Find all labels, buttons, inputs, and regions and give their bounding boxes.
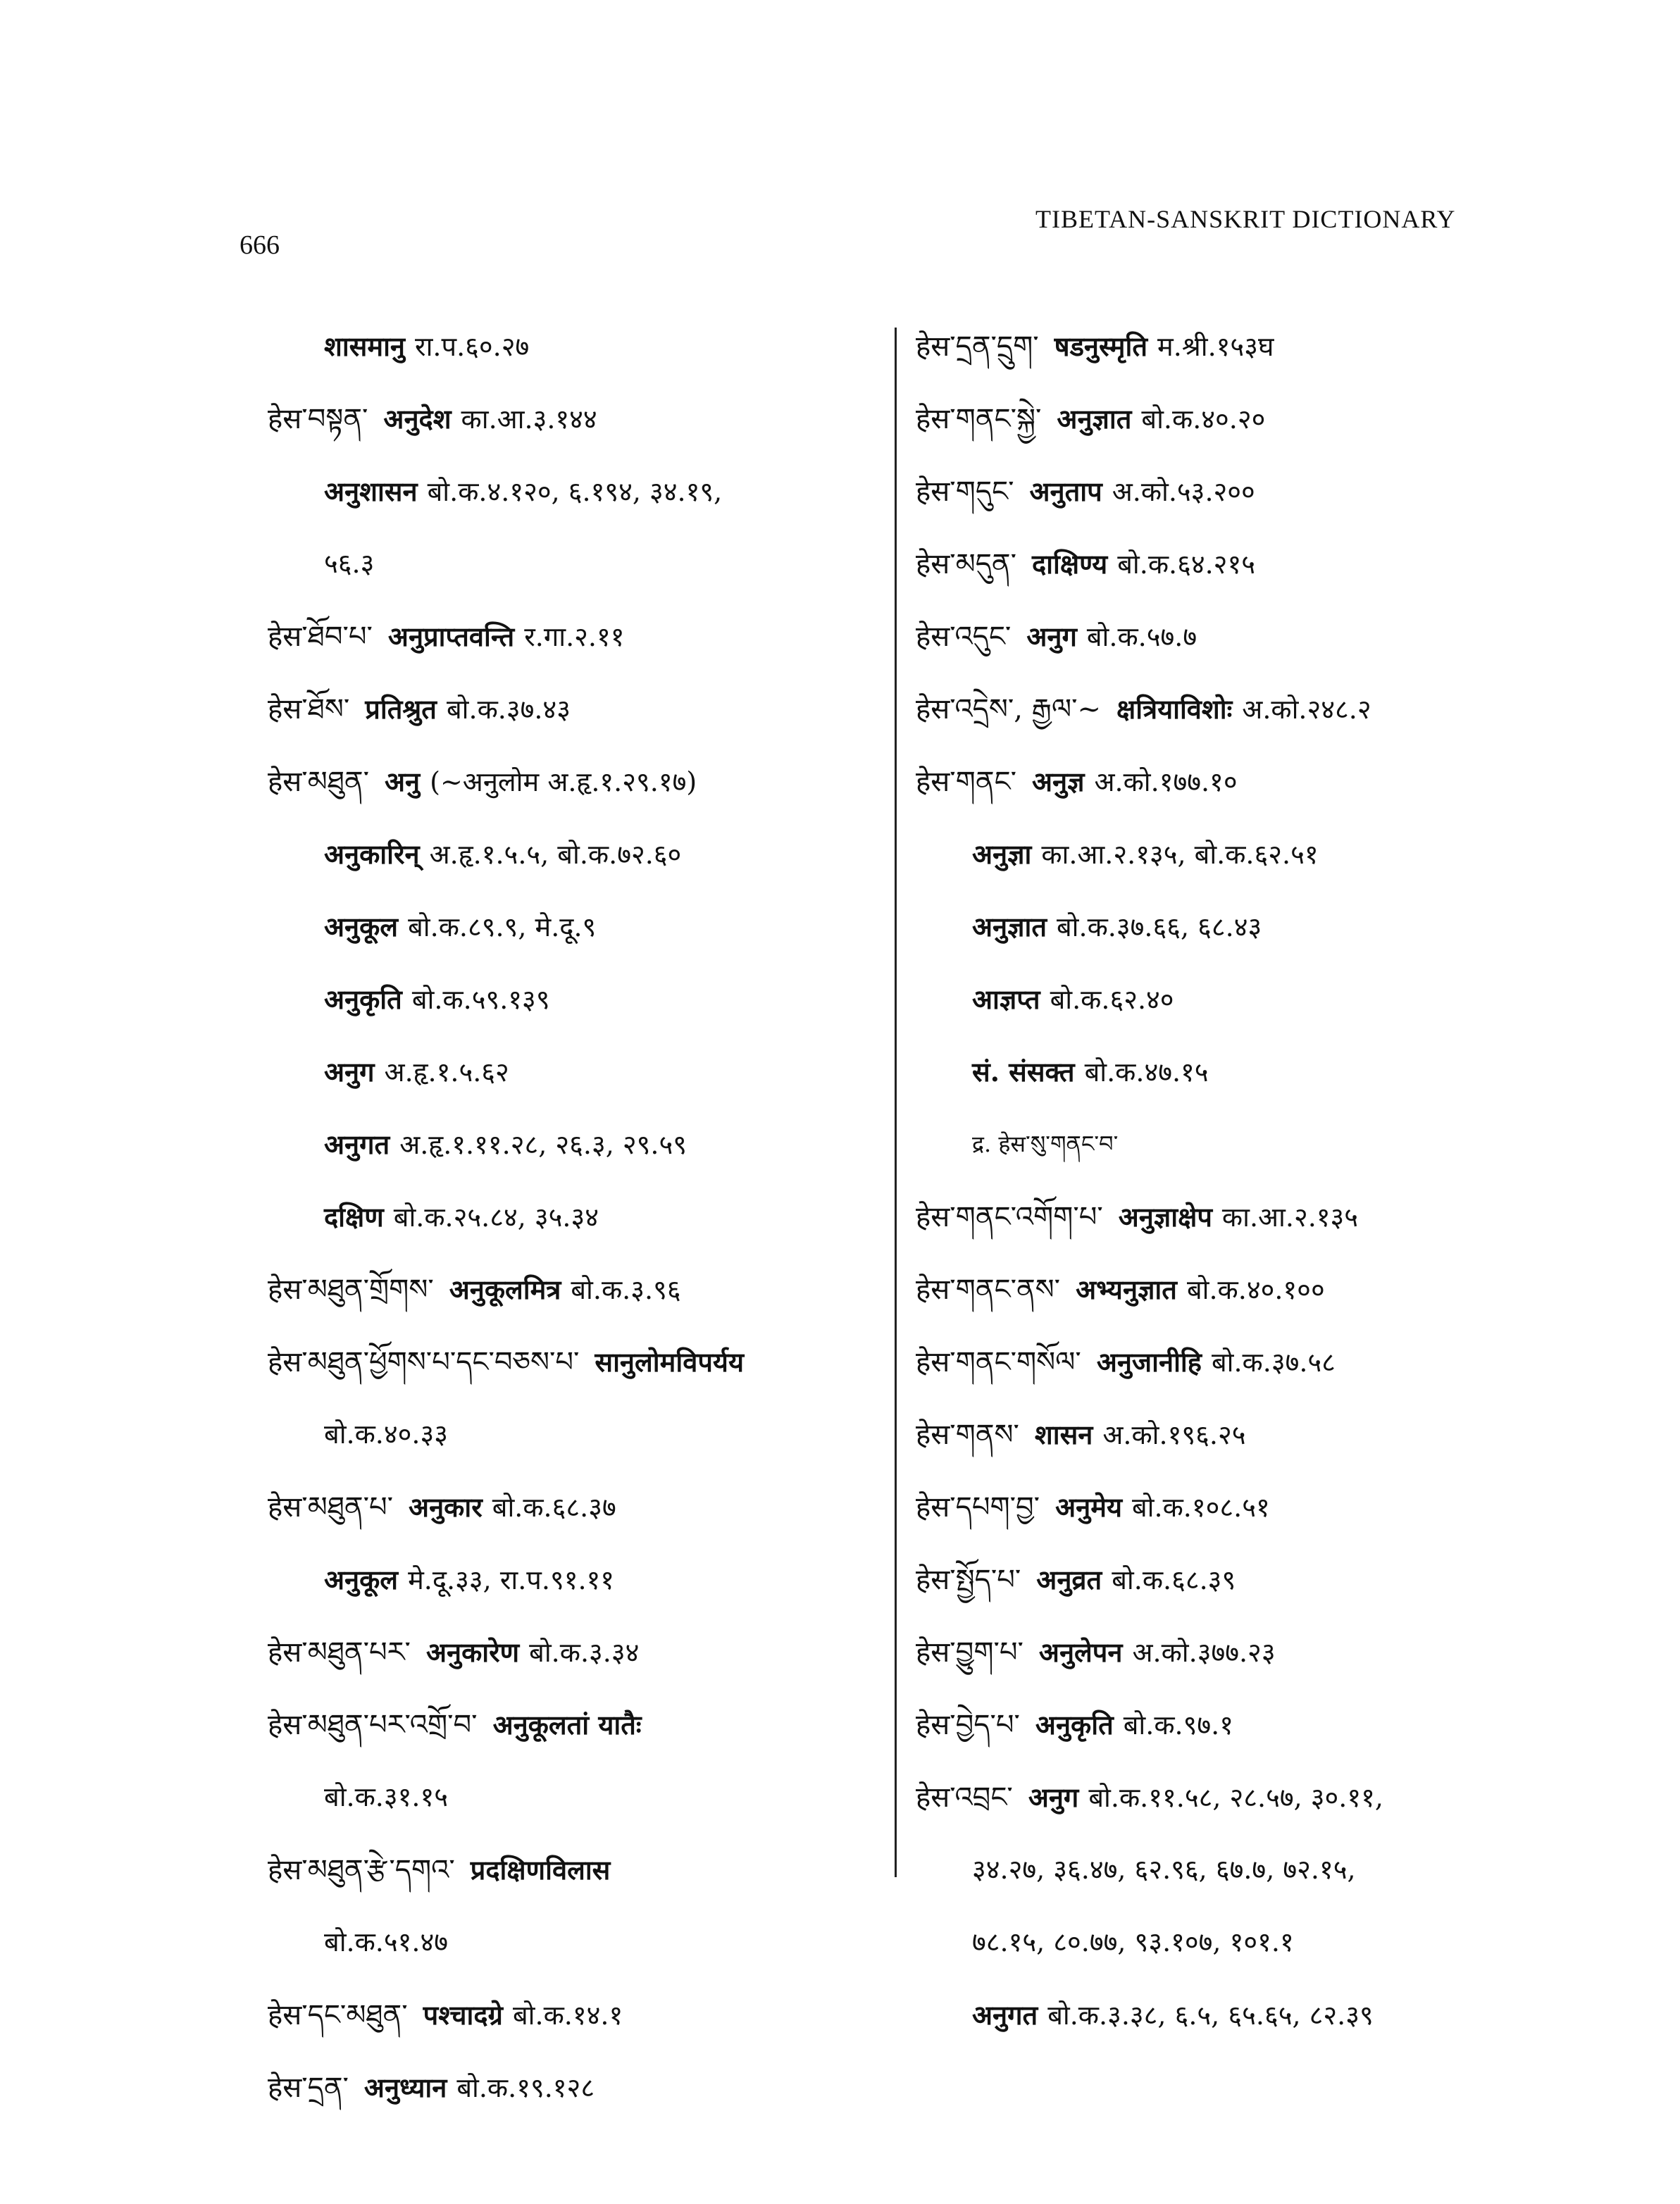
dictionary-line: [268, 528, 902, 600]
tibetan-headword: हेस་མཐུན་གྲོགས་: [268, 1274, 434, 1306]
dictionary-line: [268, 1906, 902, 1979]
source-reference: बो.क.५९.१३९: [411, 984, 550, 1015]
tibetan-headword: हेस་མཐུན་པར་འགྲོ་བ་: [268, 1709, 478, 1741]
dictionary-line: [916, 382, 1550, 455]
tibetan-headword: हेस་མཐུན་: [268, 766, 369, 798]
sanskrit-equivalent: अनुग: [324, 1056, 375, 1088]
source-reference: अ.हृ.१.५.६२: [384, 1057, 509, 1088]
sanskrit-equivalent: अनुज्ञाक्षेप: [1118, 1201, 1212, 1233]
sanskrit-equivalent: अनुदेश: [383, 403, 452, 435]
source-reference: बो.क.६८.३९: [1112, 1564, 1236, 1595]
source-reference: मे.दू.३३, रा.प.९१.११: [408, 1564, 615, 1595]
left-column: [268, 310, 902, 2124]
source-reference: बो.क.६२.४०: [1050, 984, 1174, 1015]
source-reference: र.गा.२.११: [524, 621, 625, 652]
source-reference: अ.को.५३.२००: [1112, 476, 1255, 507]
dictionary-line: [268, 1616, 902, 1688]
dictionary-line: [268, 1398, 902, 1471]
sanskrit-equivalent: अनुकूलमित्र: [449, 1274, 561, 1305]
source-reference: अ.हृ.१.५.५, बो.क.७२.६०: [429, 839, 682, 870]
sanskrit-equivalent: शासमानु: [324, 330, 406, 362]
tibetan-headword: हेस་མཐུན་ཕྱོགས་པ་དང་བཅས་པ་: [268, 1346, 580, 1378]
sanskrit-equivalent: अनुज्ञात: [972, 911, 1047, 942]
source-reference: बो.क.३७.४३: [446, 694, 571, 725]
dictionary-line: [916, 1326, 1550, 1398]
tibetan-headword: हेस་ཐོབ་པ་: [268, 621, 373, 653]
tibetan-headword: हेस་གནང་གསོལ་: [916, 1346, 1081, 1378]
dictionary-line: [916, 1253, 1550, 1326]
sanskrit-equivalent: अनुग: [1026, 621, 1077, 652]
dictionary-line: [916, 1543, 1550, 1616]
source-reference: बो.क.३.३८, ६.५, ६५.६५, ८२.३९: [1047, 2000, 1374, 2031]
tibetan-headword: हेस་འབྲང་: [916, 1781, 1013, 1814]
tibetan-headword: हेस་དཔག་བྱ་: [916, 1491, 1040, 1524]
dictionary-line: [916, 1833, 1550, 1906]
source-reference: अ.को.१९६.२५: [1102, 1419, 1246, 1450]
dictionary-line: [916, 600, 1550, 673]
sanskrit-equivalent: अनुज्ञ: [1032, 766, 1085, 797]
column-divider: [895, 328, 897, 1877]
dictionary-line: [268, 1979, 902, 2051]
sanskrit-equivalent: अनुग: [1028, 1781, 1079, 1813]
sanskrit-equivalent: अनुगत: [972, 1999, 1038, 2031]
dictionary-line: [268, 1761, 902, 1833]
dictionary-line: [916, 745, 1550, 818]
dictionary-line: [268, 310, 902, 382]
source-reference: ५६.३: [324, 548, 375, 579]
dictionary-line: [916, 1616, 1550, 1688]
dictionary-line: [916, 1398, 1550, 1471]
dictionary-line: [268, 600, 902, 673]
tibetan-headword: हेस་ཐོས་: [268, 693, 350, 726]
sanskrit-equivalent: अनुकूल: [324, 1564, 399, 1595]
sanskrit-equivalent: प्रतिश्रुत: [365, 693, 437, 725]
tibetan-headword: हेस་བྱུག་པ་: [916, 1636, 1023, 1669]
source-reference: बो.क.२५.८४, ३५.३४: [393, 1202, 599, 1233]
tibetan-headword: हेस་བསྟན་: [268, 403, 368, 435]
source-reference: बो.क.८९.९, मे.दू.९: [408, 911, 597, 942]
source-reference: अ.को.३७७.२३: [1132, 1637, 1276, 1668]
tibetan-headword: हेस་མཐུན་རྩེ་དགའ་: [268, 1854, 455, 1886]
dictionary-line: [268, 1181, 902, 1253]
sanskrit-equivalent: अभ्यनुज्ञात: [1076, 1274, 1177, 1305]
dictionary-line: [916, 1979, 1550, 2051]
sanskrit-equivalent: अनुकारिन्: [324, 838, 420, 870]
sanskrit-equivalent: अनुव्रत: [1036, 1564, 1102, 1595]
sanskrit-equivalent: अनुध्यान: [363, 2072, 447, 2103]
dictionary-line: [268, 2051, 902, 2124]
source-reference: (~अनुलोम अ.हृ.१.२९.१७): [430, 766, 697, 797]
source-reference: अ.हृ.१.११.२८, २६.३, २९.५९: [399, 1129, 687, 1160]
source-reference: बो.क.४०.३३: [324, 1419, 449, 1450]
dictionary-line: [268, 382, 902, 455]
sanskrit-equivalent: अनुगत: [324, 1128, 390, 1160]
tibetan-headword: हेस་དང་མཐུན་: [268, 1999, 408, 2031]
source-reference: बो.क.३७.६६, ६८.४३: [1056, 911, 1262, 942]
sanskrit-equivalent: सानुलोमविपर्यय: [595, 1346, 744, 1378]
tibetan-headword: हेस་དྲན་དྲུག་: [916, 330, 1039, 363]
dictionary-line: [916, 1688, 1550, 1761]
source-reference: बो.क.६४.२१५: [1117, 549, 1255, 580]
sanskrit-equivalent: अनुकृति: [1035, 1709, 1114, 1741]
source-reference: बो.क.९७.१: [1123, 1710, 1233, 1741]
dictionary-line: [268, 1326, 902, 1398]
source-reference: ७८.१५, ८०.७७, ९३.१०७, १०१.१: [972, 1926, 1294, 1957]
sanskrit-equivalent: अनुताप: [1029, 475, 1102, 507]
tibetan-headword: हेस་གནང་འགོག་པ་: [916, 1201, 1103, 1233]
dictionary-line: [268, 455, 902, 528]
sanskrit-equivalent: अनुजानीहि: [1096, 1346, 1202, 1378]
source-reference: बो.क.३.९६: [571, 1274, 681, 1305]
dictionary-line: [916, 963, 1550, 1035]
dictionary-line: [916, 310, 1550, 382]
sanskrit-equivalent: अनुमेय: [1055, 1491, 1122, 1523]
tibetan-headword: हेस་འདྲེས་, རྒྱལ་~: [916, 693, 1101, 726]
source-reference: बो.क.३७.५८: [1211, 1347, 1336, 1378]
tibetan-headword: हेस་འདུང་: [916, 621, 1012, 653]
sanskrit-equivalent: अनुकृति: [324, 983, 402, 1015]
dictionary-line: [916, 818, 1550, 890]
source-reference: बो.क.३१.१५: [324, 1781, 449, 1812]
sanskrit-equivalent: क्षत्रियाविशोः: [1116, 693, 1233, 725]
source-reference: का.आ.३.१४४: [461, 404, 597, 435]
dictionary-line: [916, 1761, 1550, 1833]
tibetan-headword: हेस་མདུན་: [916, 548, 1016, 580]
dictionary-line: [268, 1688, 902, 1761]
source-reference: बो.क.४.१२०, ६.१९४, ३४.१९,: [427, 476, 723, 507]
source-reference: बो.क.६८.३७: [492, 1492, 616, 1523]
dictionary-line: [916, 673, 1550, 745]
page-number: 666: [239, 230, 280, 260]
dictionary-line: [268, 1833, 902, 1906]
dictionary-line: [268, 1543, 902, 1616]
sanskrit-equivalent: अनुकारेण: [425, 1636, 520, 1668]
dictionary-line: [916, 890, 1550, 963]
source-reference: अ.को.१७७.१०: [1094, 766, 1238, 797]
source-reference: अ.को.२४८.२: [1242, 694, 1371, 725]
dictionary-line: [916, 1181, 1550, 1253]
sanskrit-equivalent: आज्ञप्त: [972, 983, 1040, 1015]
dictionary-line: [268, 1471, 902, 1543]
source-reference: बो.क.५१.४७: [324, 1926, 449, 1957]
tibetan-headword: हेस་སྤྱོད་པ་: [916, 1564, 1021, 1596]
dictionary-line: [268, 1035, 902, 1108]
running-head: TIBETAN-SANSKRIT DICTIONARY: [1035, 205, 1456, 233]
source-reference: का.आ.२.१३५, बो.क.६२.५१: [1041, 839, 1319, 870]
source-reference: बो.क.१४.१: [512, 2000, 623, 2031]
sanskrit-equivalent: सं. संसक्त: [972, 1056, 1075, 1088]
source-reference: बो.क.१०८.५१: [1131, 1492, 1270, 1523]
sanskrit-equivalent: अनुलेपन: [1038, 1636, 1123, 1668]
tibetan-headword: हेस་གནང་ནས་: [916, 1274, 1061, 1306]
source-reference: बो.क.५७.७: [1086, 621, 1197, 652]
tibetan-headword: हेस་གནང་: [916, 766, 1016, 798]
source-reference: रा.प.६०.२७: [415, 331, 530, 362]
dictionary-line: [268, 963, 902, 1035]
dictionary-line: [268, 673, 902, 745]
sanskrit-equivalent: अनुकूल: [324, 911, 399, 942]
right-column: [916, 310, 1550, 2051]
sanskrit-equivalent: षडनुस्मृति: [1054, 330, 1148, 362]
sanskrit-equivalent: अनुज्ञा: [972, 838, 1032, 870]
sanskrit-equivalent: प्रदक्षिणविलास: [470, 1854, 611, 1886]
source-reference: बो.क.३.३४: [529, 1637, 640, 1668]
sanskrit-equivalent: पश्चादग्रे: [423, 1999, 503, 2031]
tibetan-headword: हेस་གདུང་: [916, 475, 1014, 508]
dictionary-line: [268, 1253, 902, 1326]
dictionary-line: [916, 528, 1550, 600]
tibetan-headword: हेस་གནང་སྐྱེ་: [916, 403, 1042, 435]
dictionary-line: [268, 1108, 902, 1181]
sanskrit-equivalent: अनुकार: [409, 1491, 483, 1523]
source-reference: म.श्री.१५३घ: [1157, 331, 1274, 362]
dictionary-line: [916, 1035, 1550, 1108]
dictionary-line: [268, 745, 902, 818]
sanskrit-equivalent: अनुशासन: [324, 475, 418, 507]
tibetan-headword: हेस་དྲན་: [268, 2072, 349, 2104]
tibetan-headword: हेस་མཐུན་པར་: [268, 1636, 411, 1669]
sanskrit-equivalent: शासन: [1034, 1419, 1093, 1450]
sanskrit-equivalent: अनुकूलतां यातैः: [492, 1709, 642, 1741]
source-reference: बो.क.११.५८, २८.५७, ३०.११,: [1088, 1782, 1383, 1813]
source-reference: बो.क.४७.१५: [1084, 1057, 1209, 1088]
source-reference: ३४.२७, ३६.४७, ६२.९६, ६७.७, ७२.१५,: [972, 1854, 1356, 1885]
tibetan-headword: हेस་གནས་: [916, 1419, 1019, 1451]
dictionary-line: [268, 818, 902, 890]
sanskrit-equivalent: दाक्षिण्य: [1032, 548, 1108, 580]
dictionary-line: [916, 1108, 1550, 1181]
tibetan-headword: हेस་མཐུན་པ་: [268, 1491, 394, 1524]
sanskrit-equivalent: अनुप्राप्तवन्ति: [387, 621, 515, 652]
sanskrit-equivalent: अनु: [385, 766, 421, 797]
source-reference: बो.क.१९.१२८: [456, 2072, 595, 2103]
dictionary-line: [916, 1471, 1550, 1543]
tibetan-headword: हेस་བྱེད་པ་: [916, 1709, 1020, 1741]
source-reference: का.आ.२.१३५: [1221, 1202, 1359, 1233]
source-reference: बो.क.४०.१००: [1186, 1274, 1325, 1305]
source-reference: द्र. हेस་སུ་གནང་བ་: [972, 1131, 1119, 1157]
sanskrit-equivalent: दक्षिण: [324, 1201, 384, 1233]
source-reference: बो.क.४०.२०: [1141, 404, 1266, 435]
dictionary-line: [916, 455, 1550, 528]
dictionary-line: [916, 1906, 1550, 1979]
sanskrit-equivalent: अनुज्ञात: [1057, 403, 1132, 435]
dictionary-line: [268, 890, 902, 963]
